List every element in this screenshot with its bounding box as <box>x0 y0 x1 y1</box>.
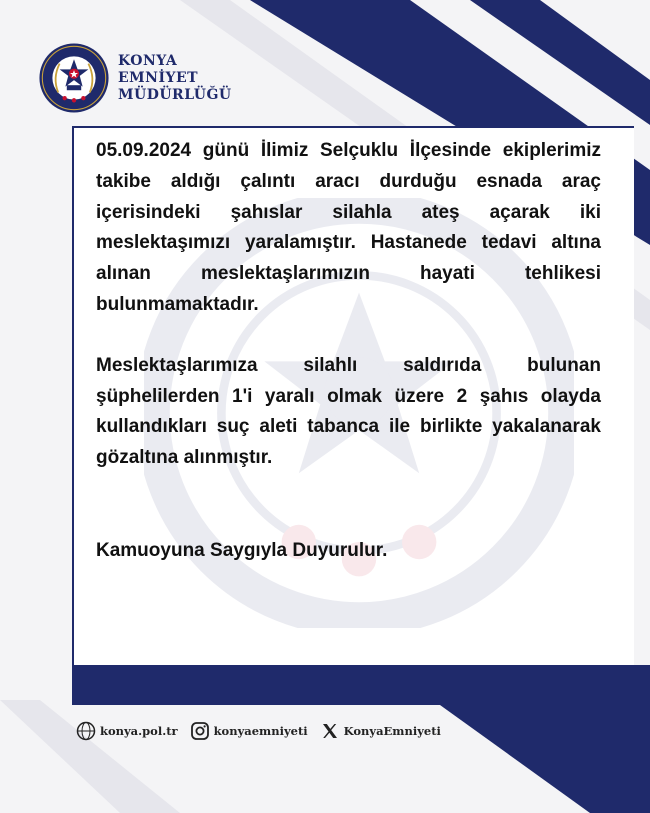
x-handle: KonyaEmniyeti <box>343 724 441 738</box>
x-logo-icon <box>320 721 340 741</box>
bottom-band <box>72 665 650 705</box>
announcement-body <box>96 136 601 567</box>
announcement-closing: Kamuoyuna Saygıyla Duyurulur. <box>96 539 388 561</box>
announcement-paragraph-1: 05.09.2024 günü İlimiz Selçuklu İlçesinde ekiplerimiz takibe aldığı çalıntı aracı durduğu esnada araç içerisindeki şahıslar silahla ateş açarak iki meslektaşımızı yaralamıştır. Hastanede tedavi altına alınan meslektaşlarımızın hayati tehlikesi bulunmamaktadır. <box>96 140 601 315</box>
organization-name <box>118 53 232 104</box>
police-emblem-icon <box>38 42 110 114</box>
instagram-link[interactable] <box>190 721 308 741</box>
instagram-icon <box>190 721 210 741</box>
x-link[interactable] <box>320 721 441 741</box>
org-name-line-2: EMNİYET <box>118 69 199 86</box>
www-globe-icon <box>76 721 96 741</box>
announcement-paragraph-2: Meslektaşlarımıza silahlı saldırıda bulunan şüphelilerden 1'i yaralı olmak üzere 2 şahıs olayda kullandıkları suç aleti tabanca ile birlikte yakalanarak gözaltına alınmıştır. <box>96 354 601 469</box>
org-name-line-1: KONYA <box>118 52 178 69</box>
website-text: konya.pol.tr <box>100 724 178 738</box>
announcement-card <box>72 126 634 700</box>
instagram-handle: konyaemniyeti <box>213 724 308 738</box>
org-name-line-3: MÜDÜRLÜĞÜ <box>118 86 232 103</box>
website-link[interactable] <box>76 721 178 741</box>
footer <box>76 719 453 743</box>
header <box>38 38 232 118</box>
